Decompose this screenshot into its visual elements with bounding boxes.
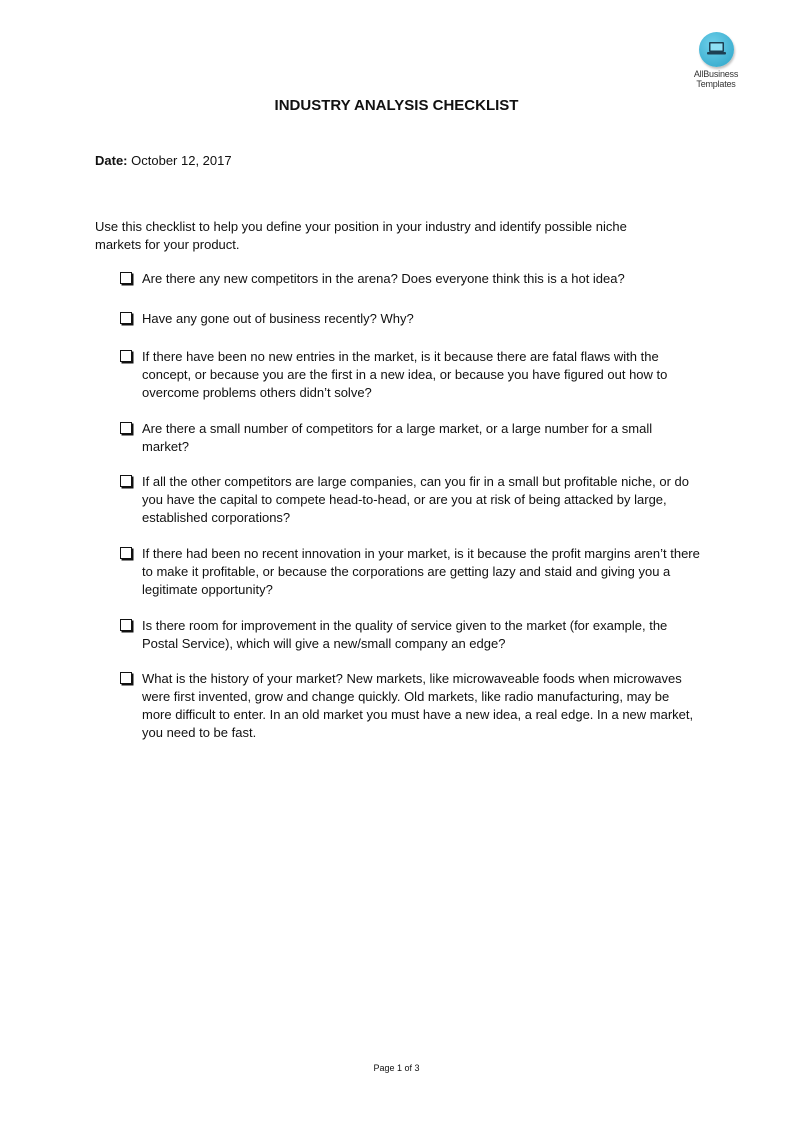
checklist-item-text: What is the history of your market? New markets, like microwaveable foods when microwaves were first invented, grow and change quickly. Old markets, like radio manufacturing, may be more difficult to enter. In an old market you must have a new idea, a real edge. In a new market, you need to be fast. bbox=[142, 671, 694, 740]
logo-text-line2: Templates bbox=[696, 79, 736, 89]
checklist-item-text: Are there any new competitors in the arena? Does everyone think this is a hot idea? bbox=[142, 271, 625, 286]
checkbox[interactable] bbox=[120, 475, 132, 487]
checkbox[interactable] bbox=[120, 422, 132, 434]
page-number: Page 1 of 3 bbox=[373, 1063, 420, 1073]
intro-paragraph: Use this checklist to help you define your position in your industry and identify possible niche markets for your product. bbox=[95, 219, 627, 252]
checkbox[interactable] bbox=[120, 350, 132, 362]
laptop-icon bbox=[699, 32, 734, 67]
date-value: October 12, 2017 bbox=[131, 153, 232, 168]
checkbox[interactable] bbox=[120, 547, 132, 559]
checklist-item-text: Are there a small number of competitors for a large market, or a large number for a small market? bbox=[142, 421, 653, 454]
allbusiness-logo bbox=[687, 32, 745, 89]
checklist-item-text: If all the other competitors are large companies, can you fir in a small but profitable niche, or do you have the capital to compete head-to-head, or are you at risk of being attacked by large, established corporations? bbox=[142, 474, 690, 525]
checklist-item-text: Have any gone out of business recently? Why? bbox=[142, 311, 414, 326]
checkbox[interactable] bbox=[120, 619, 132, 631]
date-label: Date: bbox=[95, 153, 128, 168]
checkbox[interactable] bbox=[120, 272, 132, 284]
checklist-item-text: If there have been no new entries in the market, is it because there are fatal flaws with the concept, or because you are the first in a new idea, or because you have figured out how to overcome problems others didn’t solve? bbox=[142, 349, 668, 400]
logo-text-line1: AllBusiness bbox=[693, 69, 739, 79]
checklist-item-text: If there had been no recent innovation in your market, is it because the profit margins aren’t there to make it profitable, or because the corporations are getting lazy and staid and giving you a legitimate opportunity? bbox=[142, 546, 700, 597]
date-line bbox=[95, 153, 232, 168]
checkbox[interactable] bbox=[120, 672, 132, 684]
page-title: INDUSTRY ANALYSIS CHECKLIST bbox=[274, 97, 519, 114]
checkbox[interactable] bbox=[120, 312, 132, 324]
checklist-item-text: Is there room for improvement in the quality of service given to the market (for example, the Postal Service), which will give a new/small company an edge? bbox=[142, 618, 668, 651]
